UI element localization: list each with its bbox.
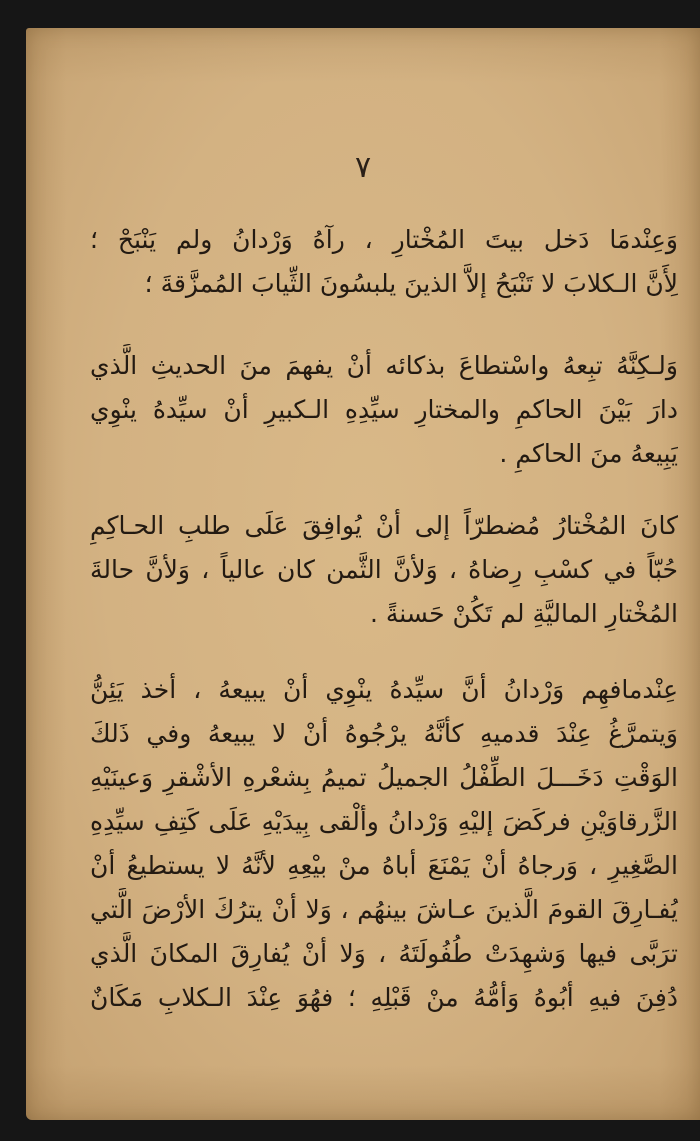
text-line: دُفِنَ فيهِ أبُوهُ وَأمُّهُ منْ قَبْلِهِ ؛ فهُوَ عِنْدَ الـكلابِ مَكَانٌ — [90, 983, 678, 1012]
text-line: يَبِيعهُ منَ الحاكمِ . — [499, 439, 678, 468]
text-line: وَيتمرَّغُ عِنْدَ قدميهِ كأنَّهُ يرْجُوهُ أنْ لا يبيعهُ وفي ذَلكَ — [90, 719, 678, 748]
text-line: كانَ المُخْتارُ مُضطرّاً إلى أنْ يُوافِقَ عَلَى طلبِ الحـاكِمِ — [90, 511, 678, 540]
text-line: حُبّاً في كسْبِ رِضاهُ ، وَلأنَّ الثَّمن كان عالياً ، وَلأنَّ حالةَ — [90, 555, 678, 584]
paragraph-3 — [90, 504, 678, 636]
paragraph-2 — [90, 344, 678, 476]
text-line: وَعِنْدمَا دَخل بيتَ المُخْتارِ ، رآهُ وَرْدانُ ولم يَنْبَحْ ؛ — [90, 225, 678, 254]
text-line: الوَقْتِ دَخَـــلَ الطِّفْلُ الجميلُ تميمُ بِشعْرهِ الأشْقرِ وَعينَيْهِ — [90, 763, 678, 792]
text-line: الزَّرقاوَيْنِ فركَضَ إليْهِ وَرْدانُ وألْقى بِيدَيْهِ عَلَى كَتِفِ سيِّدِهِ — [90, 807, 678, 836]
text-line: الصَّغِيرِ ، وَرجاهُ أنْ يَمْنَعَ أباهُ منْ بيْعِهِ لأنَّهُ لا يستطيعُ أنْ — [90, 851, 678, 880]
page-number: ٧ — [354, 150, 372, 185]
text-line: دارَ بَيْنَ الحاكمِ والمختارِ سيِّدِهِ الـكبيرِ أنْ سيِّدهُ ينْوِي — [90, 395, 678, 424]
text-line: وَلـكِنَّهُ تبِعهُ واسْتطاعَ بذكائه أنْ يفهمَ منَ الحديثِ الَّذي — [90, 351, 678, 380]
paragraph-1 — [90, 218, 678, 306]
text-line: لِأَنَّ الـكلابَ لا تَنْبَحُ إلاَّ الذينَ يلبسُونَ الثِّيابَ المُمزَّقةَ ؛ — [144, 269, 678, 298]
paragraph-4 — [90, 668, 678, 1020]
book-page — [26, 28, 700, 1120]
text-line: عِنْدمافهِم وَرْدانُ أنَّ سيِّدهُ ينْوِي أنْ يبيعهُ ، أخذ يَئِنُّ — [90, 675, 678, 704]
text-line: ترَبَّى فيها وَشهِدَتْ طُفُولَتَهُ ، وَلا أنْ يُفارِقَ المكانَ الَّذي — [90, 939, 678, 968]
text-line: يُفـارِقَ القومَ الَّذينَ عـاشَ بينهُم ، وَلا أنْ يترُكَ الأرْضَ الَّتي — [90, 895, 678, 924]
text-line: المُخْتارِ الماليَّةِ لم تَكُنْ حَسنةً . — [369, 599, 678, 628]
